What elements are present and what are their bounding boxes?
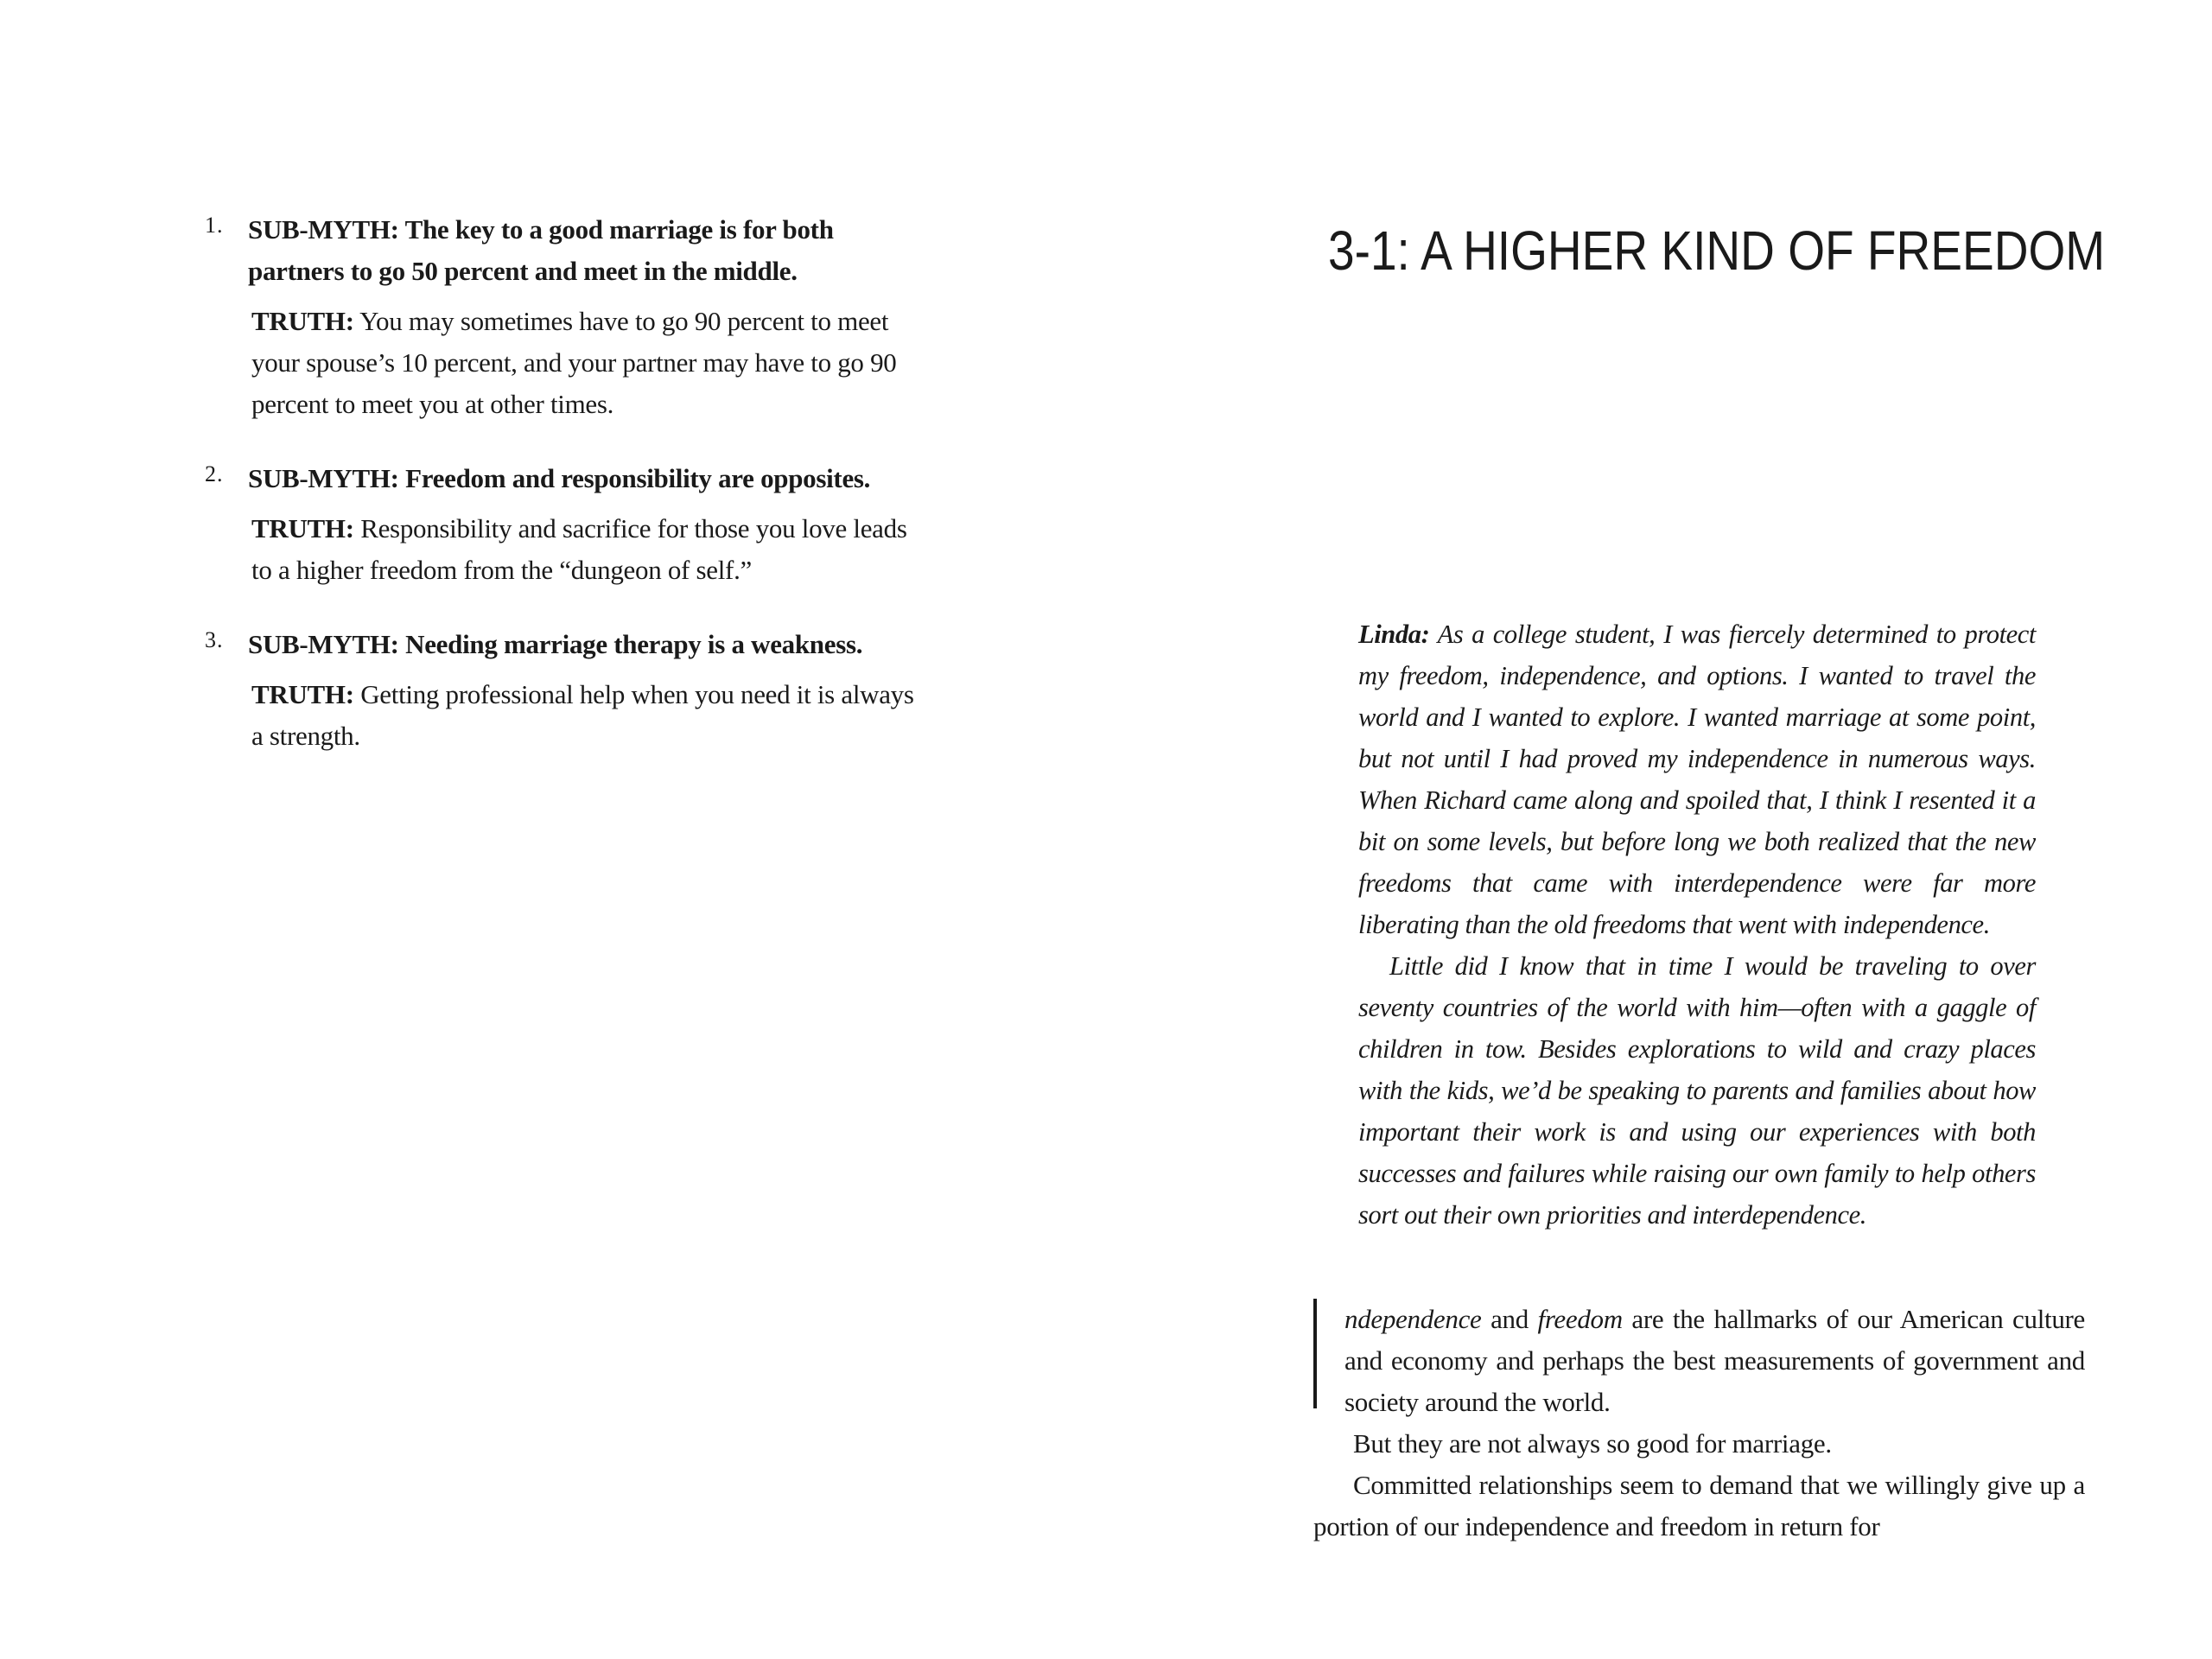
body-text — [1313, 1299, 2085, 1548]
sub-myth-text: The key to a good marriage is for both partners to go 50 percent and meet in the middle. — [248, 214, 834, 286]
sub-myth — [248, 458, 922, 499]
vignette-paragraph: Little did I know that in time I would be traveling to over seventy countries of the world with him—often with a gaggle of children in tow. Besides explorations to wild and crazy places with the kids, we’d be speaking to parents and families about how important their work is and using our experiences with both successes and failures while raising our own family to help others sort out their own priorities and interdependence. — [1358, 951, 2036, 1230]
sub-myth-label: SUB-MYTH: — [248, 629, 399, 659]
text-run: and — [1481, 1304, 1538, 1334]
list-number: 1. — [205, 213, 224, 238]
speaker-name: Linda: — [1358, 620, 1430, 649]
truth-text: Getting professional help when you need it is always a strength. — [251, 679, 914, 751]
emphasis: ndependence — [1344, 1304, 1482, 1334]
sub-myth-list — [205, 209, 922, 790]
truth — [251, 674, 922, 757]
sub-myth-label: SUB-MYTH: — [248, 463, 399, 493]
speaker-vignette — [1358, 613, 2036, 1236]
vignette-paragraph — [1358, 613, 2036, 945]
chapter-title: 3-1: A HIGHER KIND OF FREEDOM — [1328, 219, 2106, 282]
sub-myth-text: Needing marriage therapy is a weakness. — [398, 629, 863, 659]
list-item — [205, 624, 922, 757]
truth — [251, 508, 922, 591]
truth-text: You may sometimes have to go 90 percent to meet your spouse’s 10 percent, and your partner may have to go 90 percent to meet you at other times. — [251, 306, 897, 419]
truth-text: Responsibility and sacrifice for those you love leads to a higher freedom from the “dungeon of self.” — [251, 513, 907, 585]
text-run: are the hallmarks of our American culture and economy and perhaps the best measurements of government and society around the world. — [1344, 1304, 2085, 1417]
body-paragraph: Committed relationships seem to demand that we willingly give up a portion of our independence and freedom in return for — [1313, 1470, 2085, 1541]
body-paragraph: But they are not always so good for marriage. — [1353, 1428, 1832, 1459]
sub-myth — [248, 209, 922, 292]
sub-myth-text: Freedom and responsibility are opposites. — [398, 463, 871, 493]
truth-label: TRUTH: — [251, 513, 354, 543]
truth — [251, 301, 922, 425]
list-item — [205, 209, 922, 425]
truth-label: TRUTH: — [251, 679, 354, 709]
emphasis: freedom — [1537, 1304, 1623, 1334]
list-item — [205, 458, 922, 591]
list-number: 2. — [205, 461, 224, 486]
sub-myth — [248, 624, 922, 665]
list-number: 3. — [205, 627, 224, 652]
truth-label: TRUTH: — [251, 306, 354, 336]
sub-myth-label: SUB-MYTH: — [248, 214, 399, 245]
body-paragraph — [1313, 1299, 2085, 1423]
vignette-text: As a college student, I was fiercely determined to protect my freedom, independence, and options. I wanted to travel the world and I wanted to explore. I wanted marriage at some point, but not until I had proved my independence in numerous ways. When Richard came along and spoiled that, I think I resented it a bit on some levels, but before long we both realized that the new freedoms that came with interdependence were far more liberating than the old freedoms that went with independence. — [1358, 620, 2036, 939]
